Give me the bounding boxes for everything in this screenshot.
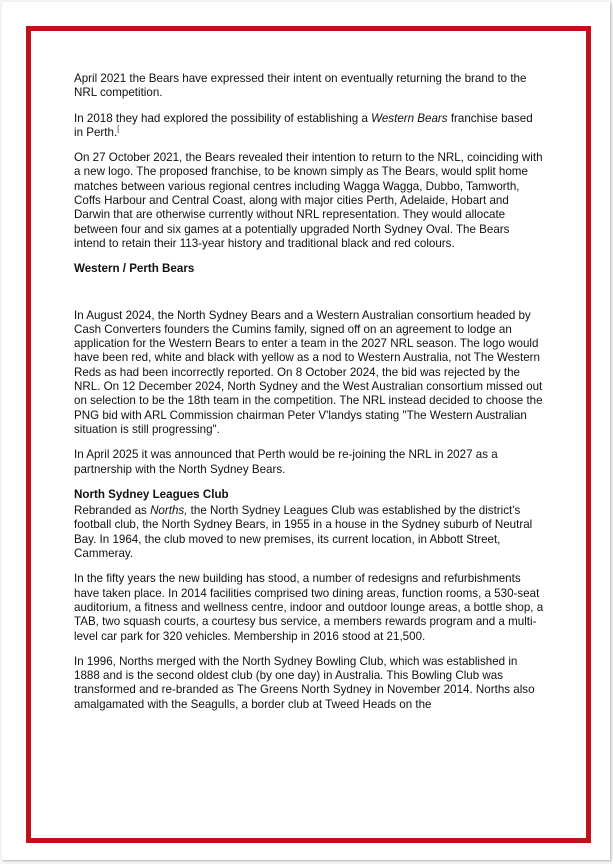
paragraph-leagues-rebranded <box>74 504 544 561</box>
paragraph-return-2021: On 27 October 2021, the Bears revealed their intention to return to the NRL, coinciding with a new logo. The proposed franchise, to be known simply as The Bears, would split home matches between various regional centres including Wagga Wagga, Dubbo, Tamworth, Coffs Harbour and Central Coast, along with major cities Perth, Adelaide, Hobart and Darwin that are otherwise currently without NRL representation. They would allocate between four and six games at a potentially upgraded North Sydney Oval. The Bears intend to retain their 113-year history and traditional black and red colours. <box>74 151 543 250</box>
heading-western-perth-bears: Western / Perth Bears <box>74 262 195 276</box>
paragraph-perth-2025: In April 2025 it was announced that Perth would be re-joining the NRL in 2027 as a partnership with the North Sydney Bears. <box>74 448 498 476</box>
italic-text: Western Bears <box>371 111 448 125</box>
paragraph-merger: In 1996, Norths merged with the North Sydney Bowling Club, which was established in 1888 and is the second oldest club (by one day) in Australia. This Bowling Club was transformed and re-branded as The Greens North Sydney in November 2014. Norths also amalgamated with the Seagulls, a border club at Tweed Heads on the <box>74 654 535 711</box>
text-run: franchise based in Perth. <box>74 111 533 139</box>
heading-leagues-club: North Sydney Leagues Club <box>74 487 229 501</box>
text-run: In 2018 they had explored the possibility of establishing a <box>74 111 372 125</box>
paragraph-western-bears-2018 <box>74 112 544 141</box>
text-run: the North Sydney Leagues Club was established by the district's football club, the North Sydney Bears, in 1955 in a house in the Sydney suburb of Neutral Bay. In 1964, the club moved to new premises, its current location, in Abbott Street, Cammeray. <box>74 504 533 561</box>
citation-marker[interactable]: [ <box>117 126 120 134</box>
text-run: Rebranded as <box>74 504 151 518</box>
spacer <box>74 287 544 309</box>
paragraph-facilities: In the fifty years the new building has stood, a number of redesigns and refurbishments have taken place. In 2014 facilities comprised two dining areas, function rooms, a 530-seat auditorium, a fitness and wellness centre, indoor and outdoor lounge areas, a bottle shop, a TAB, two squash courts, a courtesy bus service, a members rewards program and a multi-level car park for 320 vehicles. Membership in 2016 stood at 21,500. <box>74 572 544 643</box>
italic-text: Norths, <box>150 504 188 518</box>
paragraph-intent: April 2021 the Bears have expressed their intent on eventually returning the brand to the NRL competition. <box>74 72 527 100</box>
document-body <box>74 72 544 723</box>
paragraph-western-2024: In August 2024, the North Sydney Bears and a Western Australian consortium headed by Cash Converters founders the Cumins family, signed off on an agreement to lodge an application for the Western Bears to enter a team in the 2027 NRL season. The logo would have been red, white and black with yellow as a nod to Western Australia, not The Western Reds as had been incorrectly reported. On 8 October 2024, the bid was rejected by the NRL. On 12 December 2024, North Sydney and the West Australian consortium missed out on selection to be the 18th team in the competition. The NRL instead decided to choose the PNG bid with ARL Commission chairman Peter V'landys stating "The Western Australian situation is still progressing". <box>74 308 543 436</box>
